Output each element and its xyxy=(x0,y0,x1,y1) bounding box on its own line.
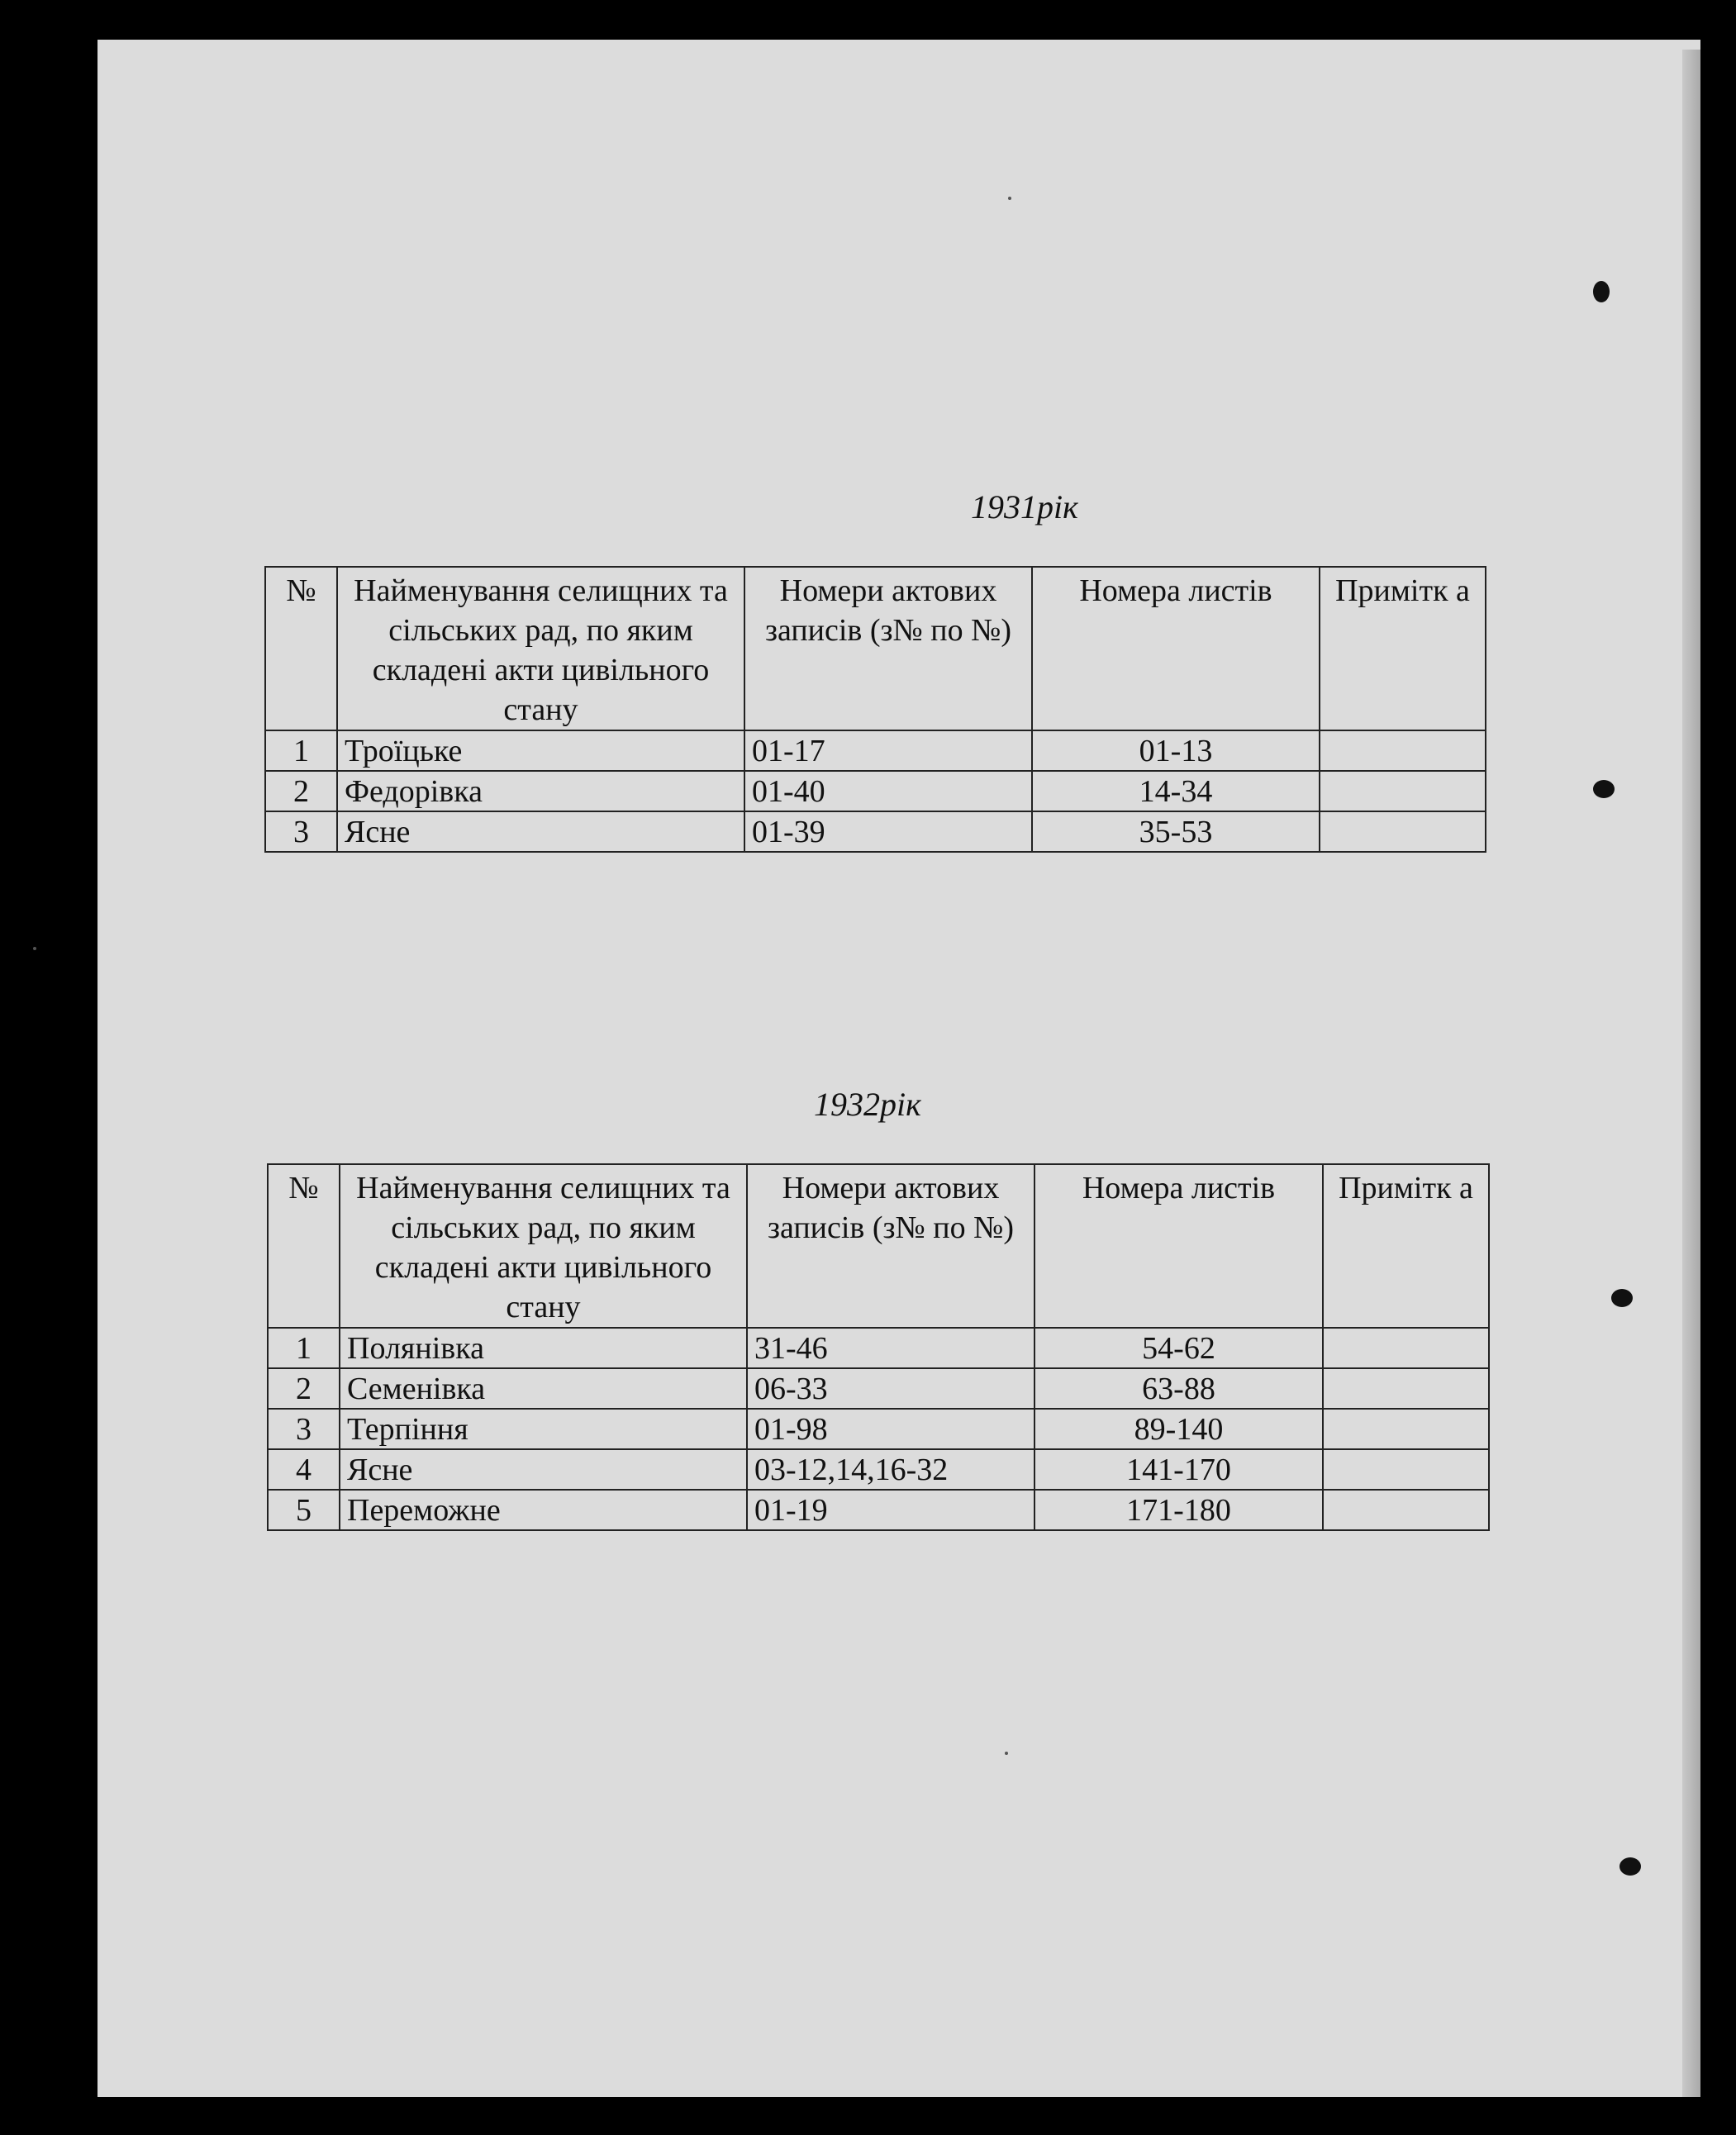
row-number: 4 xyxy=(268,1449,340,1490)
council-name: Полянівка xyxy=(340,1328,747,1368)
header-acts: Номери актових записів (з№ по №) xyxy=(747,1164,1034,1328)
year-title: 1932рік xyxy=(814,1086,921,1123)
header-sheets: Номера листів xyxy=(1034,1164,1323,1328)
header-note: Примітк а xyxy=(1320,567,1486,730)
row-number: 5 xyxy=(268,1490,340,1530)
council-name: Ясне xyxy=(337,811,744,852)
act-record-numbers: 01-39 xyxy=(744,811,1032,852)
table-row xyxy=(268,1368,1489,1409)
table-header-row xyxy=(268,1164,1489,1328)
punch-hole xyxy=(1619,1857,1641,1876)
sheet-numbers: 14-34 xyxy=(1032,771,1320,811)
council-name: Троїцьке xyxy=(337,730,744,771)
header-acts: Номери актових записів (з№ по №) xyxy=(744,567,1032,730)
council-name: Федорівка xyxy=(337,771,744,811)
paper-speck xyxy=(1005,1752,1008,1755)
act-record-numbers: 01-98 xyxy=(747,1409,1034,1449)
note-cell xyxy=(1323,1409,1489,1449)
sheet-numbers: 35-53 xyxy=(1032,811,1320,852)
row-number: 2 xyxy=(265,771,337,811)
header-note: Примітк а xyxy=(1323,1164,1489,1328)
header-number: № xyxy=(268,1164,340,1328)
row-number: 3 xyxy=(268,1409,340,1449)
note-cell xyxy=(1323,1449,1489,1490)
table-row xyxy=(268,1490,1489,1530)
note-cell xyxy=(1320,771,1486,811)
act-record-numbers: 01-17 xyxy=(744,730,1032,771)
sheet-numbers: 54-62 xyxy=(1034,1328,1323,1368)
sheet-numbers: 171-180 xyxy=(1034,1490,1323,1530)
council-name: Переможне xyxy=(340,1490,747,1530)
punch-hole xyxy=(1593,281,1610,302)
table-row xyxy=(265,730,1486,771)
council-name: Ясне xyxy=(340,1449,747,1490)
document-page xyxy=(98,40,1700,2097)
row-number: 1 xyxy=(268,1328,340,1368)
punch-hole xyxy=(1593,780,1615,798)
register-table xyxy=(264,566,1486,853)
act-record-numbers: 01-19 xyxy=(747,1490,1034,1530)
row-number: 2 xyxy=(268,1368,340,1409)
page-right-edge xyxy=(1682,50,1700,2097)
row-number: 1 xyxy=(265,730,337,771)
table-row xyxy=(265,771,1486,811)
paper-speck xyxy=(33,947,36,950)
note-cell xyxy=(1323,1328,1489,1368)
header-number: № xyxy=(265,567,337,730)
table-row xyxy=(268,1328,1489,1368)
paper-speck xyxy=(1008,197,1011,200)
row-number: 3 xyxy=(265,811,337,852)
act-record-numbers: 06-33 xyxy=(747,1368,1034,1409)
sheet-numbers: 01-13 xyxy=(1032,730,1320,771)
header-name: Найменування селищних та сільських рад, по яким складені акти цивільного стану xyxy=(340,1164,747,1328)
act-record-numbers: 31-46 xyxy=(747,1328,1034,1368)
note-cell xyxy=(1320,730,1486,771)
act-record-numbers: 01-40 xyxy=(744,771,1032,811)
header-sheets: Номера листів xyxy=(1032,567,1320,730)
note-cell xyxy=(1323,1490,1489,1530)
council-name: Терпіння xyxy=(340,1409,747,1449)
year-title: 1931рік xyxy=(971,488,1078,525)
sheet-numbers: 141-170 xyxy=(1034,1449,1323,1490)
table-header-row xyxy=(265,567,1486,730)
sheet-numbers: 89-140 xyxy=(1034,1409,1323,1449)
table-row xyxy=(268,1409,1489,1449)
header-name: Найменування селищних та сільських рад, по яким складені акти цивільного стану xyxy=(337,567,744,730)
table-row xyxy=(268,1449,1489,1490)
sheet-numbers: 63-88 xyxy=(1034,1368,1323,1409)
register-table xyxy=(267,1163,1490,1531)
table-row xyxy=(265,811,1486,852)
council-name: Семенівка xyxy=(340,1368,747,1409)
note-cell xyxy=(1323,1368,1489,1409)
act-record-numbers: 03-12,14,16-32 xyxy=(747,1449,1034,1490)
punch-hole xyxy=(1611,1289,1633,1307)
note-cell xyxy=(1320,811,1486,852)
